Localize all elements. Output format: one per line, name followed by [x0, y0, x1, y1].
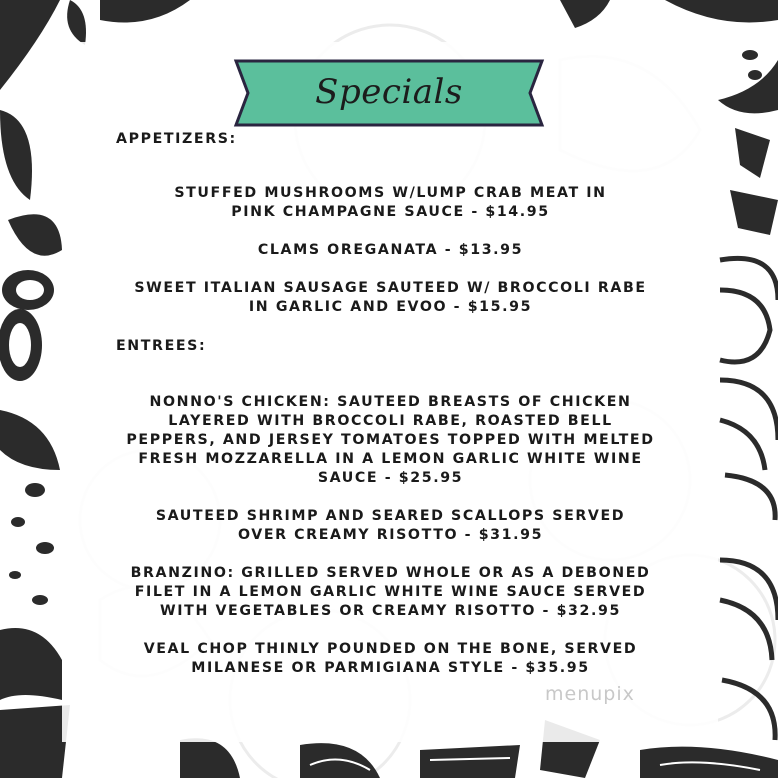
menu-item: BRANZINO: GRILLED SERVED WHOLE OR AS A DEBONED FILET IN A LEMON GARLIC WHITE WINE SAUCE SERVED WITH VEGETABLES OR CREAMY RISOTTO - $32.95: [130, 565, 651, 619]
specials-menu: [108, 130, 673, 678]
watermark: menupix: [545, 683, 635, 705]
menu-item: NONNO'S CHICKEN: SAUTEED BREASTS OF CHICKEN LAYERED WITH BROCCOLI RABE, ROASTED BELL PEPPERS, AND JERSEY TOMATOES TOPPED WITH MELTED FRESH MOZZARELLA IN A LEMON GARLIC WHITE WINE SAUCE - $25.95: [126, 394, 655, 486]
menu-item: CLAMS OREGANATA - $13.95: [257, 242, 524, 258]
section-heading-entrees: ENTREES:: [116, 338, 207, 354]
section-heading-appetizers: APPETIZERS:: [116, 131, 237, 147]
page-title: Specials: [315, 72, 463, 112]
menu-item: VEAL CHOP THINLY POUNDED ON THE BONE, SERVED MILANESE OR PARMIGIANA STYLE - $35.95: [143, 641, 638, 676]
menu-item: STUFFED MUSHROOMS W/LUMP CRAB MEAT IN PINK CHAMPAGNE SAUCE - $14.95: [174, 185, 607, 220]
menu-item: SWEET ITALIAN SAUSAGE SAUTEED W/ BROCCOLI RABE IN GARLIC AND EVOO - $15.95: [134, 280, 647, 315]
menu-item: SAUTEED SHRIMP AND SEARED SCALLOPS SERVED OVER CREAMY RISOTTO - $31.95: [155, 508, 626, 543]
